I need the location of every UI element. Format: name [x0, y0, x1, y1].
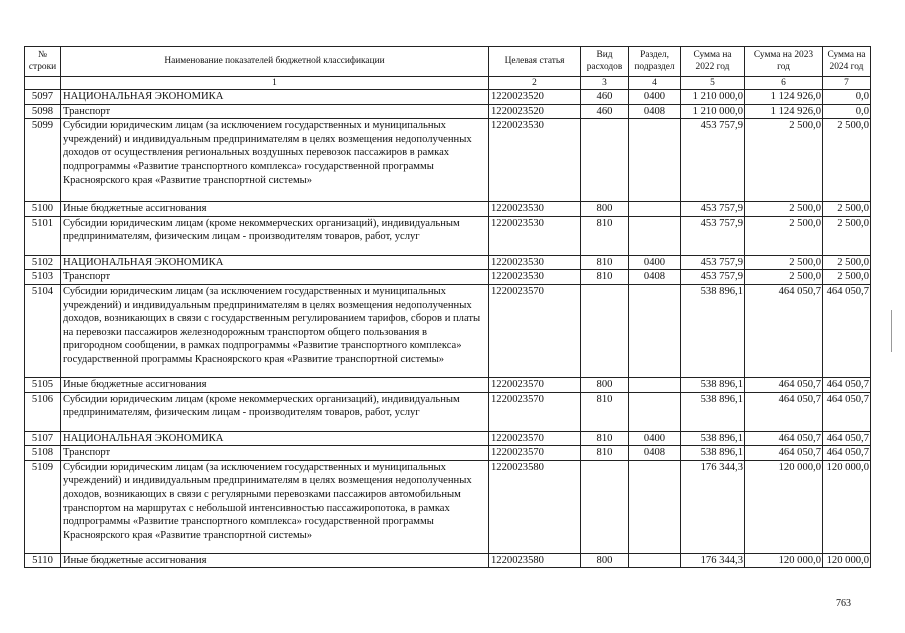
sum-2024: 0,0: [823, 90, 871, 105]
expense-kind: 810: [581, 446, 629, 461]
row-number: 5110: [25, 553, 61, 568]
expense-kind: 810: [581, 270, 629, 285]
section-code: [629, 392, 681, 431]
sum-2023: 2 500,0: [745, 119, 823, 202]
table-row: [25, 270, 871, 285]
target-article: 1220023570: [489, 377, 581, 392]
sum-2023: 464 050,7: [745, 377, 823, 392]
sum-2022: 453 757,9: [681, 202, 745, 217]
row-number: 5107: [25, 431, 61, 446]
sum-2022: 453 757,9: [681, 216, 745, 255]
sum-2024: 120 000,0: [823, 553, 871, 568]
target-article: 1220023570: [489, 446, 581, 461]
sum-2023: 1 124 926,0: [745, 104, 823, 119]
row-number: 5104: [25, 284, 61, 377]
row-number: 5106: [25, 392, 61, 431]
column-number: 4: [629, 77, 681, 90]
table-row: [25, 104, 871, 119]
sum-2023: 464 050,7: [745, 446, 823, 461]
column-number: 1: [61, 77, 489, 90]
sum-2022: 538 896,1: [681, 377, 745, 392]
row-number: 5109: [25, 460, 61, 553]
sum-2022: 538 896,1: [681, 431, 745, 446]
header-row-no: № строки: [25, 47, 61, 77]
target-article: 1220023570: [489, 392, 581, 431]
table-row: [25, 377, 871, 392]
indicator-name: Субсидии юридическим лицам (кроме некоммерческих организаций), индивидуальным предпринимателям, физическим лицам - производителям товаров, работ, услуг: [61, 392, 489, 431]
header-section: Раздел, подраздел: [629, 47, 681, 77]
indicator-name: НАЦИОНАЛЬНАЯ ЭКОНОМИКА: [61, 90, 489, 105]
expense-kind: 810: [581, 431, 629, 446]
table-row: [25, 431, 871, 446]
table-row: [25, 119, 871, 202]
target-article: 1220023580: [489, 553, 581, 568]
row-number: 5108: [25, 446, 61, 461]
column-numbers-row: [25, 77, 871, 90]
table-row: [25, 284, 871, 377]
section-code: [629, 119, 681, 202]
section-code: 0400: [629, 90, 681, 105]
sum-2022: 538 896,1: [681, 284, 745, 377]
sum-2023: 2 500,0: [745, 255, 823, 270]
sum-2024: 2 500,0: [823, 216, 871, 255]
sum-2022: 453 757,9: [681, 255, 745, 270]
section-code: 0408: [629, 446, 681, 461]
expense-kind: [581, 119, 629, 202]
indicator-name: Субсидии юридическим лицам (за исключением государственных и муниципальных учреждений) и индивидуальным предпринимателям в целях возмещения недополученных доходов, возникающих в связи с государственным регулированием тарифов, сборов и платы на перевозки пассажиров железнодорожным транспортом общего пользования в пригородном сообщении, в рамках подпрограммы «Развитие транспортного комплекса» государственной программы Красноярского края «Развитие транспортной системы»: [61, 284, 489, 377]
header-sum-2022: Сумма на 2022 год: [681, 47, 745, 77]
expense-kind: [581, 284, 629, 377]
sum-2024: 2 500,0: [823, 202, 871, 217]
target-article: 1220023530: [489, 216, 581, 255]
table-row: [25, 202, 871, 217]
indicator-name: Транспорт: [61, 270, 489, 285]
indicator-name: Субсидии юридическим лицам (за исключением государственных и муниципальных учреждений) и индивидуальным предпринимателям в целях возмещения недополученных доходов от осуществления региональных воздушных перевозок пассажиров в рамках подпрограммы «Развитие транспортного комплекса» государственной программы Красноярского края «Развитие транспортной системы»: [61, 119, 489, 202]
sum-2023: 120 000,0: [745, 553, 823, 568]
column-number: [25, 77, 61, 90]
expense-kind: 810: [581, 255, 629, 270]
sum-2023: 464 050,7: [745, 284, 823, 377]
indicator-name: НАЦИОНАЛЬНАЯ ЭКОНОМИКА: [61, 255, 489, 270]
target-article: 1220023530: [489, 119, 581, 202]
section-code: [629, 460, 681, 553]
expense-kind: [581, 460, 629, 553]
sum-2022: 1 210 000,0: [681, 104, 745, 119]
section-code: 0408: [629, 104, 681, 119]
sum-2022: 1 210 000,0: [681, 90, 745, 105]
target-article: 1220023520: [489, 90, 581, 105]
target-article: 1220023520: [489, 104, 581, 119]
table-row: [25, 392, 871, 431]
section-code: [629, 202, 681, 217]
indicator-name: Субсидии юридическим лицам (кроме некоммерческих организаций), индивидуальным предпринимателям, физическим лицам - производителям товаров, работ, услуг: [61, 216, 489, 255]
header-kind: Вид расходов: [581, 47, 629, 77]
column-number: 2: [489, 77, 581, 90]
row-number: 5097: [25, 90, 61, 105]
sum-2023: 120 000,0: [745, 460, 823, 553]
indicator-name: Транспорт: [61, 104, 489, 119]
expense-kind: 800: [581, 202, 629, 217]
target-article: 1220023580: [489, 460, 581, 553]
sum-2024: 464 050,7: [823, 431, 871, 446]
sum-2023: 1 124 926,0: [745, 90, 823, 105]
scan-edge-mark: [891, 310, 892, 352]
expense-kind: 800: [581, 377, 629, 392]
sum-2024: 2 500,0: [823, 255, 871, 270]
sum-2024: 464 050,7: [823, 446, 871, 461]
target-article: 1220023530: [489, 202, 581, 217]
row-number: 5098: [25, 104, 61, 119]
table-row: [25, 460, 871, 553]
section-code: 0408: [629, 270, 681, 285]
sum-2024: 2 500,0: [823, 270, 871, 285]
target-article: 1220023530: [489, 270, 581, 285]
expense-kind: 800: [581, 553, 629, 568]
header-name: Наименование показателей бюджетной классификации: [61, 47, 489, 77]
expense-kind: 810: [581, 392, 629, 431]
page-number: 763: [836, 598, 851, 609]
header-target: Целевая статья: [489, 47, 581, 77]
column-number: 3: [581, 77, 629, 90]
indicator-name: Субсидии юридическим лицам (за исключением государственных и муниципальных учреждений) и индивидуальным предпринимателям в целях возмещения недополученных доходов, возникающих в связи с регулярными перевозками пассажиров автомобильным транспортом на маршрутах с небольшой интенсивностью пассажиропотока, в рамках подпрограммы «Развитие транспортного комплекса» государственной программы Красноярского края «Развитие транспортной системы»: [61, 460, 489, 553]
sum-2023: 464 050,7: [745, 392, 823, 431]
sum-2023: 2 500,0: [745, 202, 823, 217]
section-code: 0400: [629, 255, 681, 270]
table-row: [25, 446, 871, 461]
header-sum-2023: Сумма на 2023 год: [745, 47, 823, 77]
row-number: 5100: [25, 202, 61, 217]
table-row: [25, 255, 871, 270]
sum-2024: 0,0: [823, 104, 871, 119]
table-row: [25, 90, 871, 105]
header-row: [25, 47, 871, 77]
section-code: [629, 553, 681, 568]
target-article: 1220023570: [489, 284, 581, 377]
indicator-name: Иные бюджетные ассигнования: [61, 553, 489, 568]
sum-2022: 453 757,9: [681, 119, 745, 202]
target-article: 1220023570: [489, 431, 581, 446]
sum-2022: 176 344,3: [681, 553, 745, 568]
column-number: 7: [823, 77, 871, 90]
target-article: 1220023530: [489, 255, 581, 270]
column-number: 6: [745, 77, 823, 90]
section-code: [629, 284, 681, 377]
sum-2022: 538 896,1: [681, 446, 745, 461]
table-row: [25, 216, 871, 255]
header-sum-2024: Сумма на 2024 год: [823, 47, 871, 77]
section-code: [629, 216, 681, 255]
sum-2022: 538 896,1: [681, 392, 745, 431]
column-number: 5: [681, 77, 745, 90]
expense-kind: 460: [581, 90, 629, 105]
expense-kind: 460: [581, 104, 629, 119]
indicator-name: Транспорт: [61, 446, 489, 461]
row-number: 5105: [25, 377, 61, 392]
sum-2024: 120 000,0: [823, 460, 871, 553]
indicator-name: Иные бюджетные ассигнования: [61, 377, 489, 392]
table-row: [25, 553, 871, 568]
row-number: 5101: [25, 216, 61, 255]
row-number: 5103: [25, 270, 61, 285]
sum-2024: 464 050,7: [823, 284, 871, 377]
indicator-name: Иные бюджетные ассигнования: [61, 202, 489, 217]
sum-2023: 2 500,0: [745, 216, 823, 255]
sum-2022: 176 344,3: [681, 460, 745, 553]
budget-table: [24, 46, 871, 568]
sum-2024: 2 500,0: [823, 119, 871, 202]
row-number: 5099: [25, 119, 61, 202]
sum-2023: 464 050,7: [745, 431, 823, 446]
section-code: [629, 377, 681, 392]
expense-kind: 810: [581, 216, 629, 255]
sum-2023: 2 500,0: [745, 270, 823, 285]
sum-2024: 464 050,7: [823, 392, 871, 431]
sum-2024: 464 050,7: [823, 377, 871, 392]
section-code: 0400: [629, 431, 681, 446]
indicator-name: НАЦИОНАЛЬНАЯ ЭКОНОМИКА: [61, 431, 489, 446]
row-number: 5102: [25, 255, 61, 270]
sum-2022: 453 757,9: [681, 270, 745, 285]
